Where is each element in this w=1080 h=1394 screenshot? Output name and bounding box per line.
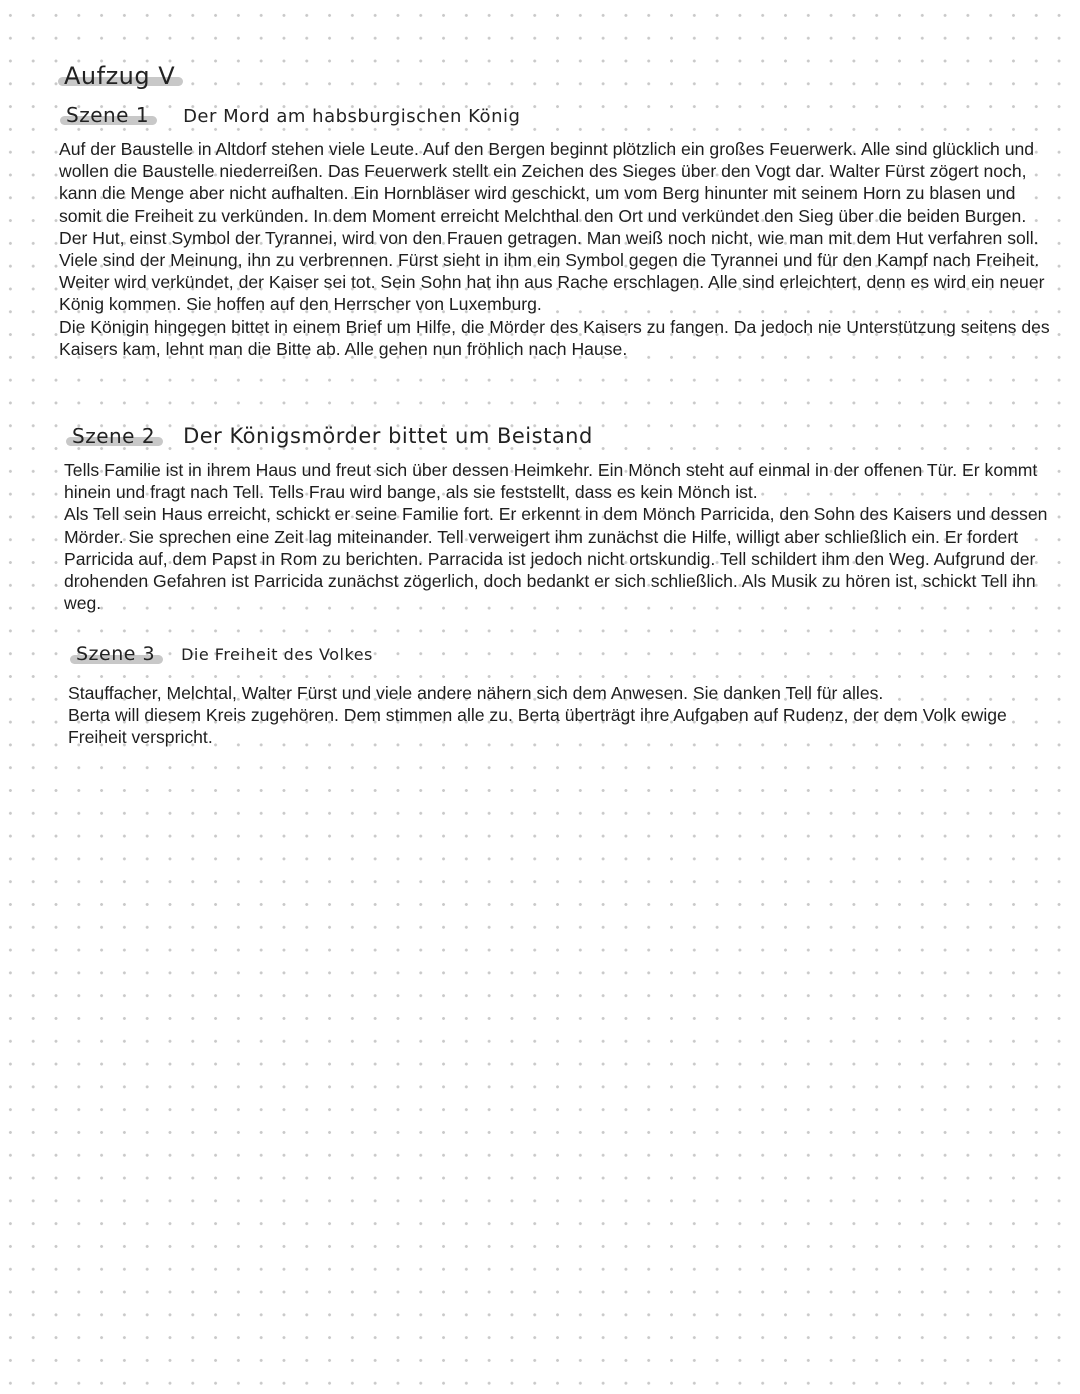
- scene-3-label: Szene 3: [76, 643, 156, 665]
- scene-1-summary: Auf der Baustelle in Altdorf stehen viele Leute. Auf den Bergen beginnt plötzlich ein großes Feuerwerk. Alle sind glücklich und wollen die Baustelle niederreißen. Das Feuerwerk stellt ein Zeichen des Sieges über den Vogt dar. Walter Fürst zögert noch, kann die Menge aber nicht aufhalten. Ein Hornbläser wird geschickt, um vom Berg hinunter mit seinem Horn zu blasen und somit die Freiheit zu verkünden. In dem Moment erreicht Melchthal den Ort und verkündet den Sieg über die beiden Burgen. Der Hut, einst Symbol der Tyrannei, wird von den Frauen getragen. Man weiß noch nicht, wie man mit dem Hut verfahren soll. Viele sind der Meinung, ihn zu verbrennen. Fürst sieht in ihm ein Symbol gegen die Tyrannei und für den Kampf nach Freiheit. Weiter wird verkündet, der Kaiser sei tot. Sein Sohn hat ihn aus Rache erschlagen. Alle sind erleichtert, denn es wird ein neuer König kommen. Sie hoffen auf den Herrscher von Luxemburg. Die Königin hingegen bittet in einem Brief um Hilfe, die Mörder des Kaisers zu fangen. Da jedoch nie Unterstützung seitens des Kaisers kam, lehnt man die Bitte ab. Alle gehen nun fröhlich nach Hause.: [59, 139, 1050, 359]
- scene-2-label: Szene 2: [72, 424, 156, 448]
- act-title: Aufzug V: [64, 62, 176, 91]
- scene-1-title: Der Mord am habsburgischen König: [183, 106, 521, 127]
- scene-2-title: Der Königsmörder bittet um Beistand: [183, 424, 593, 448]
- scene-3-summary: Stauffacher, Melchtal, Walter Fürst und viele andere nähern sich dem Anwesen. Sie danken Tell für alles. Berta will diesem Kreis zugehören. Dem stimmen alle zu. Berta überträgt ihre Aufgaben auf Rudenz, der dem Volk ewige Freiheit verspricht.: [68, 683, 1007, 748]
- scene-3-heading: [76, 643, 373, 665]
- scene-3-title: Die Freiheit des Volkes: [181, 645, 373, 664]
- scene-1-label: Szene 1: [66, 103, 150, 127]
- scene-2-summary: Tells Familie ist in ihrem Haus und freut sich über dessen Heimkehr. Ein Mönch steht auf einmal in der offenen Tür. Er kommt hinein und fragt nach Tell. Tells Frau wird bange, als sie feststellt, dass es kein Mönch ist. Als Tell sein Haus erreicht, schickt er seine Familie fort. Er erkennt in dem Mönch Parricida, den Sohn des Kaisers und dessen Mörder. Sie sprechen eine Zeit lag miteinander. Tell verweigert ihm zunächst die Hilfe, willigt aber schließlich ein. Er fordert Parricida auf, dem Papst in Rom zu berichten. Parracida ist jedoch nicht ortskundig. Tell schildert ihm den Weg. Aufgrund der drohenden Gefahren ist Parricida zunächst zögerlich, doch bedankt er sich schließlich. Als Musik zu hören ist, schickt Tell ihn weg.: [64, 460, 1048, 614]
- scene-2-heading: [72, 424, 593, 448]
- scene-1-heading: [66, 103, 520, 127]
